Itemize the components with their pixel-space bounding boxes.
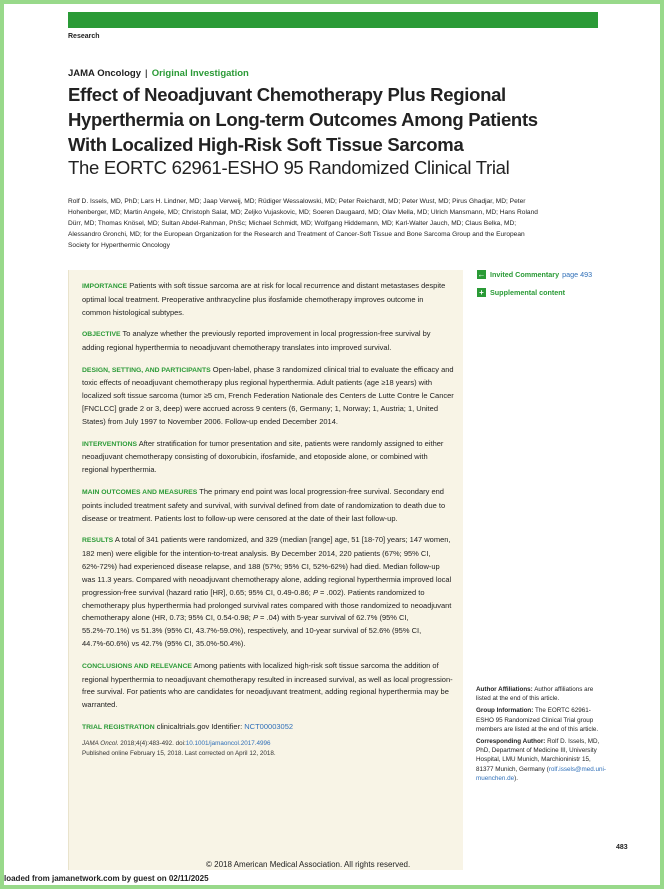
group-information xyxy=(476,706,606,734)
journal-color-bar xyxy=(68,12,598,28)
outcomes-text: The primary end point was local progression-free survival. Secondary end points included treatment safety and survival, with survival defined from date of randomization to death due to disease or treatment. Patients lost to follow-up were censored at the date of their last follow-up. xyxy=(82,486,446,523)
p-value-symbol: P xyxy=(252,613,258,623)
corresponding-end: ). xyxy=(514,774,519,782)
importance-label: IMPORTANCE xyxy=(82,283,128,290)
design-text: Open-label, phase 3 randomized clinical trial to evaluate the efficacy and toxic effects of neoadjuvant chemotherapy plus regional hyperthermia. Adult patients (age ≥18 years) with localized soft tissue sarcoma (tumor ≥5 cm, French Federation Nationale des Centers de Lutte Contre le Cancer [FNCLCC] grade 2 or 3, deep) were accrued across 9 centers (6, Germany; 1, Norway; 1, Austria; 1, United States) from July 1997 to November 2006. Follow-up ended December 2014. xyxy=(82,364,454,427)
abstract-outcomes xyxy=(82,486,454,526)
group-text: The EORTC 62961-ESHO 95 Randomized Clinical Trial group members are listed at the end of this article. xyxy=(476,707,599,733)
article-subtitle: The EORTC 62961-ESHO 95 Randomized Clinical Trial xyxy=(68,157,510,178)
trial-text: clinicaltrials.gov Identifier: xyxy=(156,721,245,731)
journal-line xyxy=(68,68,249,79)
abstract-conclusions xyxy=(82,660,454,713)
abstract-importance xyxy=(82,280,454,320)
author-list: Rolf D. Issels, MD, PhD; Lars H. Lindner, MD; Jaap Verweij, MD; Rüdiger Wessalowski, MD; Peter Reichardt, MD; Peter Wust, MD; Pirus Ghadjar, MD; Peter Hohenberger, MD; Martin Angele, MD; Christoph Salat, MD; Zeljko Vujaskovic, MD; Soeren Daugaard, MD; Olav Mella, MD; Ulrich Mansmann, MD; Hans Roland Dürr, MD; Thomas Knösel, MD; Sultan Abdel-Rahman, PhSc; Michael Schmidt, MD; Wolfgang Hiddemann, MD; Karl-Walter Jauch, MD; Claus Belka, MD; Alessandro Gronchi, MD; for the European Organization for the Research and Treatment of Cancer-Soft Tissue and Bone Sarcoma Group and the European Society for Hyperthermic Oncology xyxy=(68,198,538,249)
separator: | xyxy=(145,68,148,79)
objective-text: To analyze whether the previously reported improvement in local progression-free survival by adding regional hyperthermia to neoadjuvant chemotherapy translates into improved survival. xyxy=(82,329,431,353)
abstract-results xyxy=(82,534,454,651)
page-number: 483 xyxy=(616,844,628,851)
interventions-text: After stratification for tumor presentation and site, patients were randomly assigned to either neoadjuvant chemotherapy consisting of doxorubicin, ifosfamide, and etoposide alone, or combined with regional hyperthermia. xyxy=(82,438,444,475)
abstract-objective xyxy=(82,328,454,355)
copyright: © 2018 American Medical Association. All rights reserved. xyxy=(206,860,411,869)
conclusions-label: CONCLUSIONS AND RELEVANCE xyxy=(82,662,192,670)
invited-commentary-page[interactable]: page 493 xyxy=(562,269,593,279)
design-label: DESIGN, SETTING, AND PARTICIPANTS xyxy=(82,366,211,374)
plus-icon: + xyxy=(477,288,486,297)
citation-ref: . 2018;4(4):483-492. doi: xyxy=(116,740,186,748)
email-link[interactable]: rolf.issels@med.uni-muenchen.de xyxy=(476,765,606,782)
trial-id-link[interactable]: NCT00003052 xyxy=(244,721,294,731)
affiliations-label: Author Affiliations: xyxy=(476,686,533,693)
side-links xyxy=(477,266,627,302)
author-info xyxy=(476,685,606,786)
results-text-2: = .002). Patients randomized to chemotherapy plus hyperthermia had prolonged survival rates compared with those randomized to neoadjuvant chemotherapy alone (HR, 0.73; 95% CI, 0.54-0.98; xyxy=(82,587,452,623)
results-text-3: = .04) with 5-year survival of 62.7% (95% CI, 55.2%-70.1%) vs 51.3% (95% CI, 43.7%-59.0%), respectively, and 10-year survival of 52.6% (95% CI, 44.7%-60.6%) vs 42.7% (95% CI, 35.0%-50.4%). xyxy=(82,613,422,649)
article-title: Effect of Neoadjuvant Chemotherapy Plus Regional Hyperthermia on Long-term Outcomes Among Patients With Localized High-Risk Soft Tissue Sarcoma xyxy=(68,84,538,155)
objective-label: OBJECTIVE xyxy=(82,331,121,339)
abstract-trial-registration xyxy=(82,721,454,735)
conclusions-text: Among patients with localized high-risk soft tissue sarcoma the addition of regional hyperthermia to neoadjuvant chemotherapy resulted in increased survival, as well as local progression-free survival. For patients who are candidates for neoadjuvant treatment, adding regional hyperthermia may be warranted. xyxy=(82,660,453,710)
doi-link[interactable]: 10.1001/jamaoncol.2017.4996 xyxy=(185,740,271,748)
abstract-design xyxy=(82,364,454,430)
abstract-box xyxy=(68,270,463,870)
interventions-label: INTERVENTIONS xyxy=(82,440,138,448)
invited-commentary-link[interactable] xyxy=(477,266,627,282)
supplemental-content-label: Supplemental content xyxy=(490,287,566,297)
citation-block xyxy=(82,739,454,758)
arrow-left-icon: ← xyxy=(477,269,486,279)
article-page xyxy=(4,4,660,885)
corresponding-label: Corresponding Author: xyxy=(476,738,546,746)
affiliations-text: Author affiliations are listed at the end of this article. xyxy=(476,686,594,703)
article-type: Original Investigation xyxy=(151,68,249,79)
outcomes-label: MAIN OUTCOMES AND MEASURES xyxy=(82,488,198,496)
group-label: Group Information: xyxy=(476,707,534,715)
corresponding-author xyxy=(476,737,606,783)
trial-label: TRIAL REGISTRATION xyxy=(82,723,155,731)
results-label: RESULTS xyxy=(82,537,114,544)
journal-name: JAMA Oncology xyxy=(68,68,142,79)
download-watermark: loaded from jamanetwork.com by guest on 02/11/2025 xyxy=(4,874,209,883)
p-value-symbol: P xyxy=(312,587,318,597)
abstract-interventions xyxy=(82,438,454,478)
author-affiliations xyxy=(476,685,606,703)
section-label: Research xyxy=(68,33,100,40)
supplemental-content-link[interactable] xyxy=(477,284,627,300)
corresponding-text: Rolf D. Issels, MD, PhD, Department of Medicine III, University Hospital, LMU Munich, Marchioninistr 15, 81377 Munich, Germany ( xyxy=(476,738,600,773)
results-text-1: A total of 341 patients were randomized, and 329 (median [range] age, 51 [18-70] years; 147 women, 182 men) were eligible for the intention-to-treat analysis. By December 2014, 220 patients (67%; 95% CI, 62%-72%) had experienced disease relapse, and 188 (57%; 95% CI, 52%-62%) had died. Median follow-up was 11.3 years. Compared with neoadjuvant chemotherapy alone, adding regional hyperthermia improved local progression-free survival (hazard ratio [HR], 0.65; 95% CI, 0.49-0.86; xyxy=(82,535,452,597)
published-line: Published online February 15, 2018. Last corrected on April 12, 2018. xyxy=(82,749,276,757)
invited-commentary-label: Invited Commentary xyxy=(490,269,560,279)
importance-text: Patients with soft tissue sarcoma are at risk for local recurrence and distant metastases despite optimal local treatment. Preoperative anthracycline plus ifosfamide chemotherapy improves outcome in common histological subtypes. xyxy=(82,281,446,317)
citation-journal: JAMA Oncol xyxy=(82,740,117,748)
citation-line xyxy=(82,739,454,749)
